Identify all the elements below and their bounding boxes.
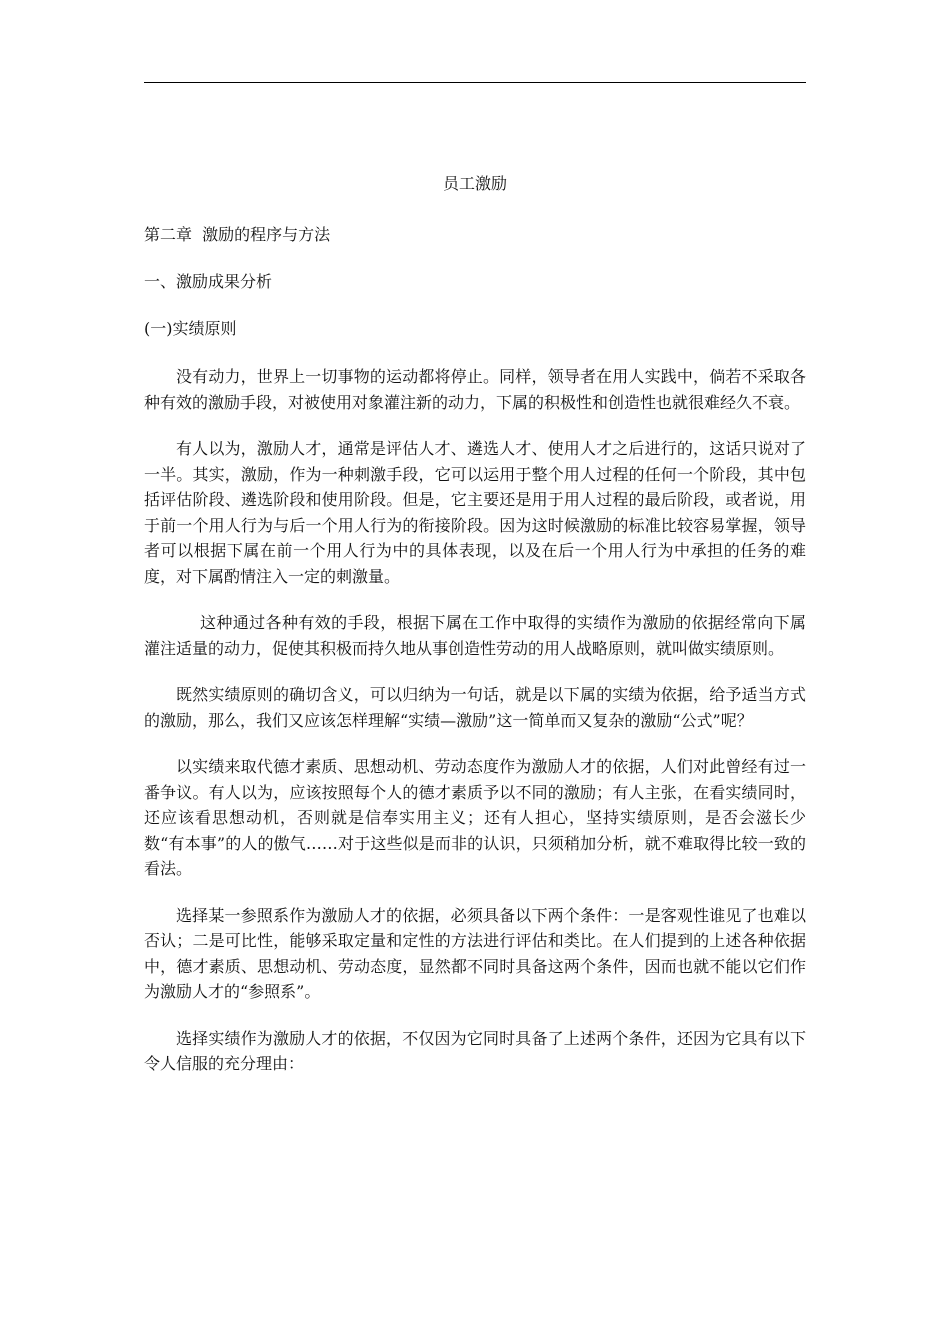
subsection-heading: (一)实绩原则 bbox=[144, 319, 237, 338]
paragraph: 既然实绩原则的确切含义，可以归纳为一句话，就是以下属的实绩为依据，给予适当方式的激励，那么，我们又应该怎样理解“实绩—激励”这一简单而又复杂的激励“公式”呢？ bbox=[144, 685, 806, 730]
document-title: 员工激励 bbox=[442, 174, 507, 193]
paragraph: 以实绩来取代德才素质、思想动机、劳动态度作为激励人才的依据，人们对此曾经有过一番争议。有人以为，应该按照每个人的德才素质予以不同的激励；有人主张，在看实绩同时，还应该看思想动机，否则就是信奉实用主义；还有人担心，坚持实绩原则，是否会滋长少数“有本事”的人的傲气……对于这些似是而非的认识，只须稍加分析，就不难取得比较一致的看法。 bbox=[144, 757, 806, 878]
section-heading: 一、激励成果分析 bbox=[144, 272, 273, 291]
paragraph: 有人以为，激励人才，通常是评估人才、遴选人才、使用人才之后进行的，这话只说对了一半。其实，激励，作为一种刺激手段，它可以运用于整个用人过程的任何一个阶段，其中包括评估阶段、遴选阶段和使用阶段。但是，它主要还是用于用人过程的最后阶段，或者说，用于前一个用人行为与后一个用人行为的衔接阶段。因为这时候激励的标准比较容易掌握，领导者可以根据下属在前一个用人行为中的具体表现，以及在后一个用人行为中承担的任务的难度，对下属酌情注入一定的刺激量。 bbox=[144, 439, 806, 586]
document-body bbox=[144, 172, 806, 1098]
paragraph: 选择某一参照系作为激励人才的依据，必须具备以下两个条件：一是客观性谁见了也难以否认；二是可比性，能够采取定量和定性的方法进行评估和类比。在人们提到的上述各种依据中，德才素质、思想动机、劳动态度，显然都不同时具备这两个条件，因而也就不能以它们作为激励人才的“参照系”。 bbox=[144, 905, 806, 1001]
paragraph: 这种通过各种有效的手段，根据下属在工作中取得的实绩作为激励的依据经常向下属灌注适量的动力，促使其积极而持久地从事创造性劳动的用人战略原则，就叫做实绩原则。 bbox=[144, 613, 806, 658]
header-rule bbox=[144, 82, 806, 83]
chapter-heading: 第二章 激励的程序与方法 bbox=[144, 225, 331, 244]
paragraph: 选择实绩作为激励人才的依据，不仅因为它同时具备了上述两个条件，还因为它具有以下令人信服的充分理由： bbox=[144, 1028, 806, 1073]
paragraph: 没有动力，世界上一切事物的运动都将停止。同样，领导者在用人实践中，倘若不采取各种有效的激励手段，对被使用对象灌注新的动力，下属的积极性和创造性也就很难经久不衰。 bbox=[144, 367, 806, 412]
